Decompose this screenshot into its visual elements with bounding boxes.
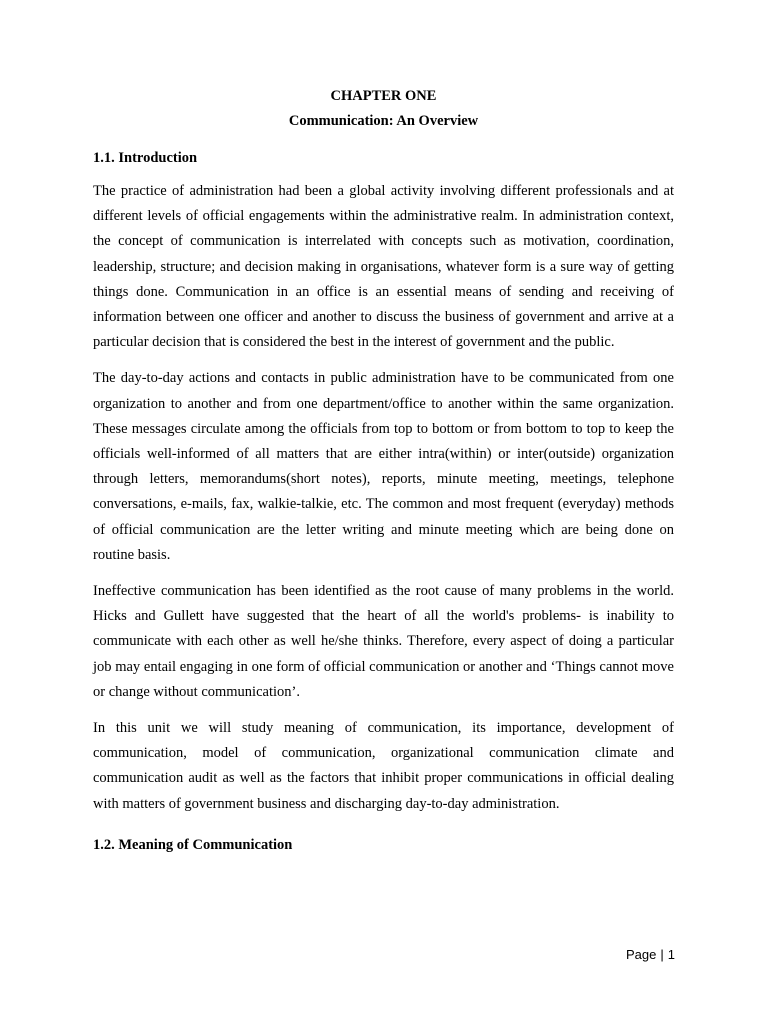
section-heading-meaning: 1.2. Meaning of Communication bbox=[93, 836, 293, 853]
paragraph: The practice of administration had been a global activity involving different professionals and at different levels of official engagements within the administrative realm. In administration context, the concept of communication is interrelated with concepts such as motivation, coordination, leadership, structure; and decision making in organisations, whatever form is a sure way of getting things done. Communication in an office is an essential means of sending and receiving of information between one officer and another to discuss the business of government and arrive at a particular decision that is considered the best in the interest of government and the public. bbox=[93, 183, 674, 351]
page-separator: | bbox=[660, 947, 664, 962]
page-footer bbox=[626, 946, 675, 964]
page-number: 1 bbox=[667, 947, 675, 962]
page-content bbox=[93, 87, 674, 854]
chapter-subtitle: Communication: An Overview bbox=[288, 113, 479, 129]
paragraph: In this unit we will study meaning of communication, its importance, development of communication, model of communication, organizational communication climate and communication audit as well as the factors that inhibit proper communications in official dealing with matters of government business and discharging day-to-day administration. bbox=[93, 720, 674, 812]
chapter-title: CHAPTER ONE bbox=[330, 88, 437, 104]
page-label: Page bbox=[626, 947, 657, 962]
section-heading-introduction: 1.1. Introduction bbox=[93, 150, 198, 166]
paragraph: Ineffective communication has been identified as the root cause of many problems in the world. Hicks and Gullett have suggested that the heart of all the world's problems- is inability to communicate with each other as well he/she thinks. Therefore, every aspect of doing a particular job may entail engaging in one form of official communication or another and ‘Things cannot move or change without communication’. bbox=[93, 583, 674, 700]
paragraph: The day-to-day actions and contacts in public administration have to be communicated from one organization to another and from one department/office to another within the same organization. These messages circulate among the officials from top to bottom or from bottom to top to keep the officials well-informed of all matters that are either intra(within) or inter(outside) organization through letters, memorandums(short notes), reports, minute meeting, meetings, telephone conversations, e-mails, fax, walkie-talkie, etc. The common and most frequent (everyday) methods of official communication are the letter writing and minute meeting which are being done on routine basis. bbox=[93, 370, 674, 563]
